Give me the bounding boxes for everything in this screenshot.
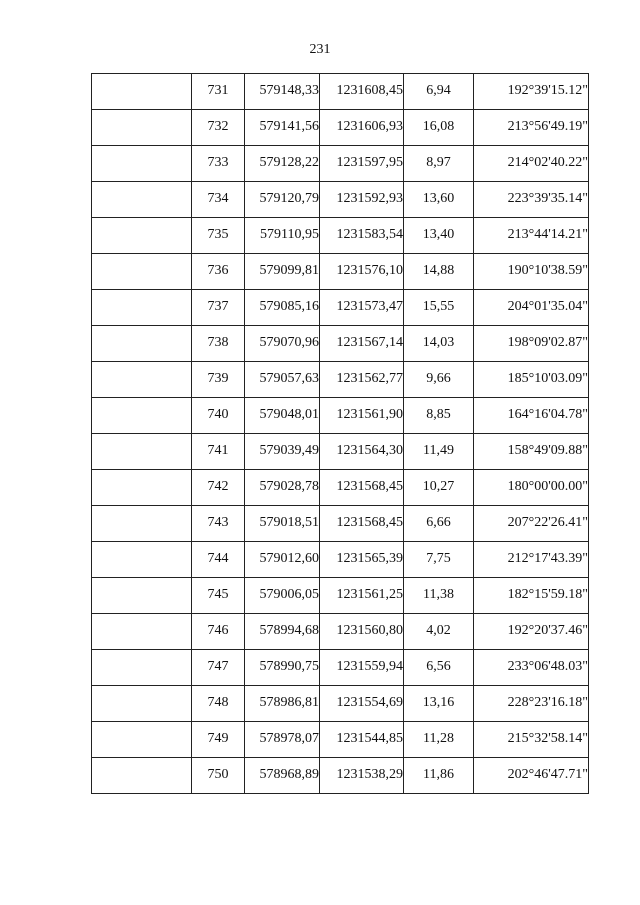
- y-coordinate-cell: 1231562,77: [320, 362, 404, 398]
- distance-cell: 14,03: [404, 326, 474, 362]
- blank-cell: [92, 542, 192, 578]
- y-coordinate-cell: 1231573,47: [320, 290, 404, 326]
- table-row: [92, 74, 589, 110]
- point-number-cell: 735: [192, 218, 245, 254]
- distance-cell: 13,16: [404, 686, 474, 722]
- x-coordinate-cell: 579012,60: [245, 542, 320, 578]
- table-row: [92, 326, 589, 362]
- blank-cell: [92, 362, 192, 398]
- x-coordinate-cell: 579006,05: [245, 578, 320, 614]
- x-coordinate-cell: 579057,63: [245, 362, 320, 398]
- distance-cell: 9,66: [404, 362, 474, 398]
- table-row: [92, 686, 589, 722]
- coordinates-table-body: [92, 74, 589, 794]
- distance-cell: 16,08: [404, 110, 474, 146]
- table-row: [92, 362, 589, 398]
- angle-cell: 180°00'00.00": [474, 470, 589, 506]
- point-number-cell: 745: [192, 578, 245, 614]
- x-coordinate-cell: 579085,16: [245, 290, 320, 326]
- angle-cell: 213°44'14.21": [474, 218, 589, 254]
- distance-cell: 4,02: [404, 614, 474, 650]
- y-coordinate-cell: 1231568,45: [320, 470, 404, 506]
- y-coordinate-cell: 1231606,93: [320, 110, 404, 146]
- y-coordinate-cell: 1231559,94: [320, 650, 404, 686]
- distance-cell: 8,97: [404, 146, 474, 182]
- blank-cell: [92, 290, 192, 326]
- y-coordinate-cell: 1231564,30: [320, 434, 404, 470]
- blank-cell: [92, 578, 192, 614]
- x-coordinate-cell: 579110,95: [245, 218, 320, 254]
- angle-cell: 192°39'15.12": [474, 74, 589, 110]
- table-row: [92, 722, 589, 758]
- point-number-cell: 738: [192, 326, 245, 362]
- blank-cell: [92, 506, 192, 542]
- y-coordinate-cell: 1231567,14: [320, 326, 404, 362]
- distance-cell: 6,94: [404, 74, 474, 110]
- y-coordinate-cell: 1231565,39: [320, 542, 404, 578]
- blank-cell: [92, 758, 192, 794]
- angle-cell: 213°56'49.19": [474, 110, 589, 146]
- angle-cell: 185°10'03.09": [474, 362, 589, 398]
- distance-cell: 11,86: [404, 758, 474, 794]
- y-coordinate-cell: 1231576,10: [320, 254, 404, 290]
- x-coordinate-cell: 579039,49: [245, 434, 320, 470]
- angle-cell: 214°02'40.22": [474, 146, 589, 182]
- distance-cell: 14,88: [404, 254, 474, 290]
- distance-cell: 13,60: [404, 182, 474, 218]
- blank-cell: [92, 434, 192, 470]
- point-number-cell: 747: [192, 650, 245, 686]
- distance-cell: 6,66: [404, 506, 474, 542]
- point-number-cell: 740: [192, 398, 245, 434]
- table-row: [92, 614, 589, 650]
- table-row: [92, 542, 589, 578]
- x-coordinate-cell: 579048,01: [245, 398, 320, 434]
- distance-cell: 13,40: [404, 218, 474, 254]
- x-coordinate-cell: 578978,07: [245, 722, 320, 758]
- distance-cell: 8,85: [404, 398, 474, 434]
- table-row: [92, 470, 589, 506]
- angle-cell: 207°22'26.41": [474, 506, 589, 542]
- y-coordinate-cell: 1231561,25: [320, 578, 404, 614]
- blank-cell: [92, 182, 192, 218]
- x-coordinate-cell: 579028,78: [245, 470, 320, 506]
- table-row: [92, 506, 589, 542]
- angle-cell: 228°23'16.18": [474, 686, 589, 722]
- blank-cell: [92, 398, 192, 434]
- angle-cell: 215°32'58.14": [474, 722, 589, 758]
- distance-cell: 11,49: [404, 434, 474, 470]
- y-coordinate-cell: 1231583,54: [320, 218, 404, 254]
- angle-cell: 190°10'38.59": [474, 254, 589, 290]
- table-row: [92, 146, 589, 182]
- blank-cell: [92, 722, 192, 758]
- page-number: 231: [309, 42, 331, 57]
- y-coordinate-cell: 1231608,45: [320, 74, 404, 110]
- angle-cell: 202°46'47.71": [474, 758, 589, 794]
- angle-cell: 164°16'04.78": [474, 398, 589, 434]
- x-coordinate-cell: 579018,51: [245, 506, 320, 542]
- blank-cell: [92, 686, 192, 722]
- x-coordinate-cell: 578968,89: [245, 758, 320, 794]
- y-coordinate-cell: 1231597,95: [320, 146, 404, 182]
- blank-cell: [92, 218, 192, 254]
- distance-cell: 7,75: [404, 542, 474, 578]
- point-number-cell: 736: [192, 254, 245, 290]
- x-coordinate-cell: 579128,22: [245, 146, 320, 182]
- distance-cell: 6,56: [404, 650, 474, 686]
- y-coordinate-cell: 1231592,93: [320, 182, 404, 218]
- angle-cell: 233°06'48.03": [474, 650, 589, 686]
- angle-cell: 198°09'02.87": [474, 326, 589, 362]
- x-coordinate-cell: 578994,68: [245, 614, 320, 650]
- angle-cell: 192°20'37.46": [474, 614, 589, 650]
- blank-cell: [92, 254, 192, 290]
- table-row: [92, 290, 589, 326]
- blank-cell: [92, 614, 192, 650]
- table-row: [92, 650, 589, 686]
- point-number-cell: 731: [192, 74, 245, 110]
- point-number-cell: 737: [192, 290, 245, 326]
- distance-cell: 11,38: [404, 578, 474, 614]
- point-number-cell: 748: [192, 686, 245, 722]
- point-number-cell: 743: [192, 506, 245, 542]
- point-number-cell: 746: [192, 614, 245, 650]
- blank-cell: [92, 146, 192, 182]
- distance-cell: 10,27: [404, 470, 474, 506]
- angle-cell: 204°01'35.04": [474, 290, 589, 326]
- x-coordinate-cell: 578986,81: [245, 686, 320, 722]
- blank-cell: [92, 326, 192, 362]
- point-number-cell: 741: [192, 434, 245, 470]
- x-coordinate-cell: 579141,56: [245, 110, 320, 146]
- y-coordinate-cell: 1231538,29: [320, 758, 404, 794]
- y-coordinate-cell: 1231560,80: [320, 614, 404, 650]
- angle-cell: 158°49'09.88": [474, 434, 589, 470]
- x-coordinate-cell: 579070,96: [245, 326, 320, 362]
- angle-cell: 223°39'35.14": [474, 182, 589, 218]
- x-coordinate-cell: 579099,81: [245, 254, 320, 290]
- point-number-cell: 749: [192, 722, 245, 758]
- y-coordinate-cell: 1231568,45: [320, 506, 404, 542]
- blank-cell: [92, 74, 192, 110]
- x-coordinate-cell: 579120,79: [245, 182, 320, 218]
- table-row: [92, 398, 589, 434]
- point-number-cell: 732: [192, 110, 245, 146]
- point-number-cell: 734: [192, 182, 245, 218]
- x-coordinate-cell: 579148,33: [245, 74, 320, 110]
- y-coordinate-cell: 1231554,69: [320, 686, 404, 722]
- distance-cell: 15,55: [404, 290, 474, 326]
- table-row: [92, 254, 589, 290]
- table-row: [92, 110, 589, 146]
- table-row: [92, 434, 589, 470]
- point-number-cell: 733: [192, 146, 245, 182]
- distance-cell: 11,28: [404, 722, 474, 758]
- table-row: [92, 578, 589, 614]
- point-number-cell: 739: [192, 362, 245, 398]
- y-coordinate-cell: 1231561,90: [320, 398, 404, 434]
- blank-cell: [92, 110, 192, 146]
- point-number-cell: 750: [192, 758, 245, 794]
- angle-cell: 182°15'59.18": [474, 578, 589, 614]
- point-number-cell: 744: [192, 542, 245, 578]
- x-coordinate-cell: 578990,75: [245, 650, 320, 686]
- y-coordinate-cell: 1231544,85: [320, 722, 404, 758]
- angle-cell: 212°17'43.39": [474, 542, 589, 578]
- blank-cell: [92, 650, 192, 686]
- table-row: [92, 182, 589, 218]
- point-number-cell: 742: [192, 470, 245, 506]
- coordinates-table: [91, 73, 589, 794]
- blank-cell: [92, 470, 192, 506]
- table-row: [92, 218, 589, 254]
- table-row: [92, 758, 589, 794]
